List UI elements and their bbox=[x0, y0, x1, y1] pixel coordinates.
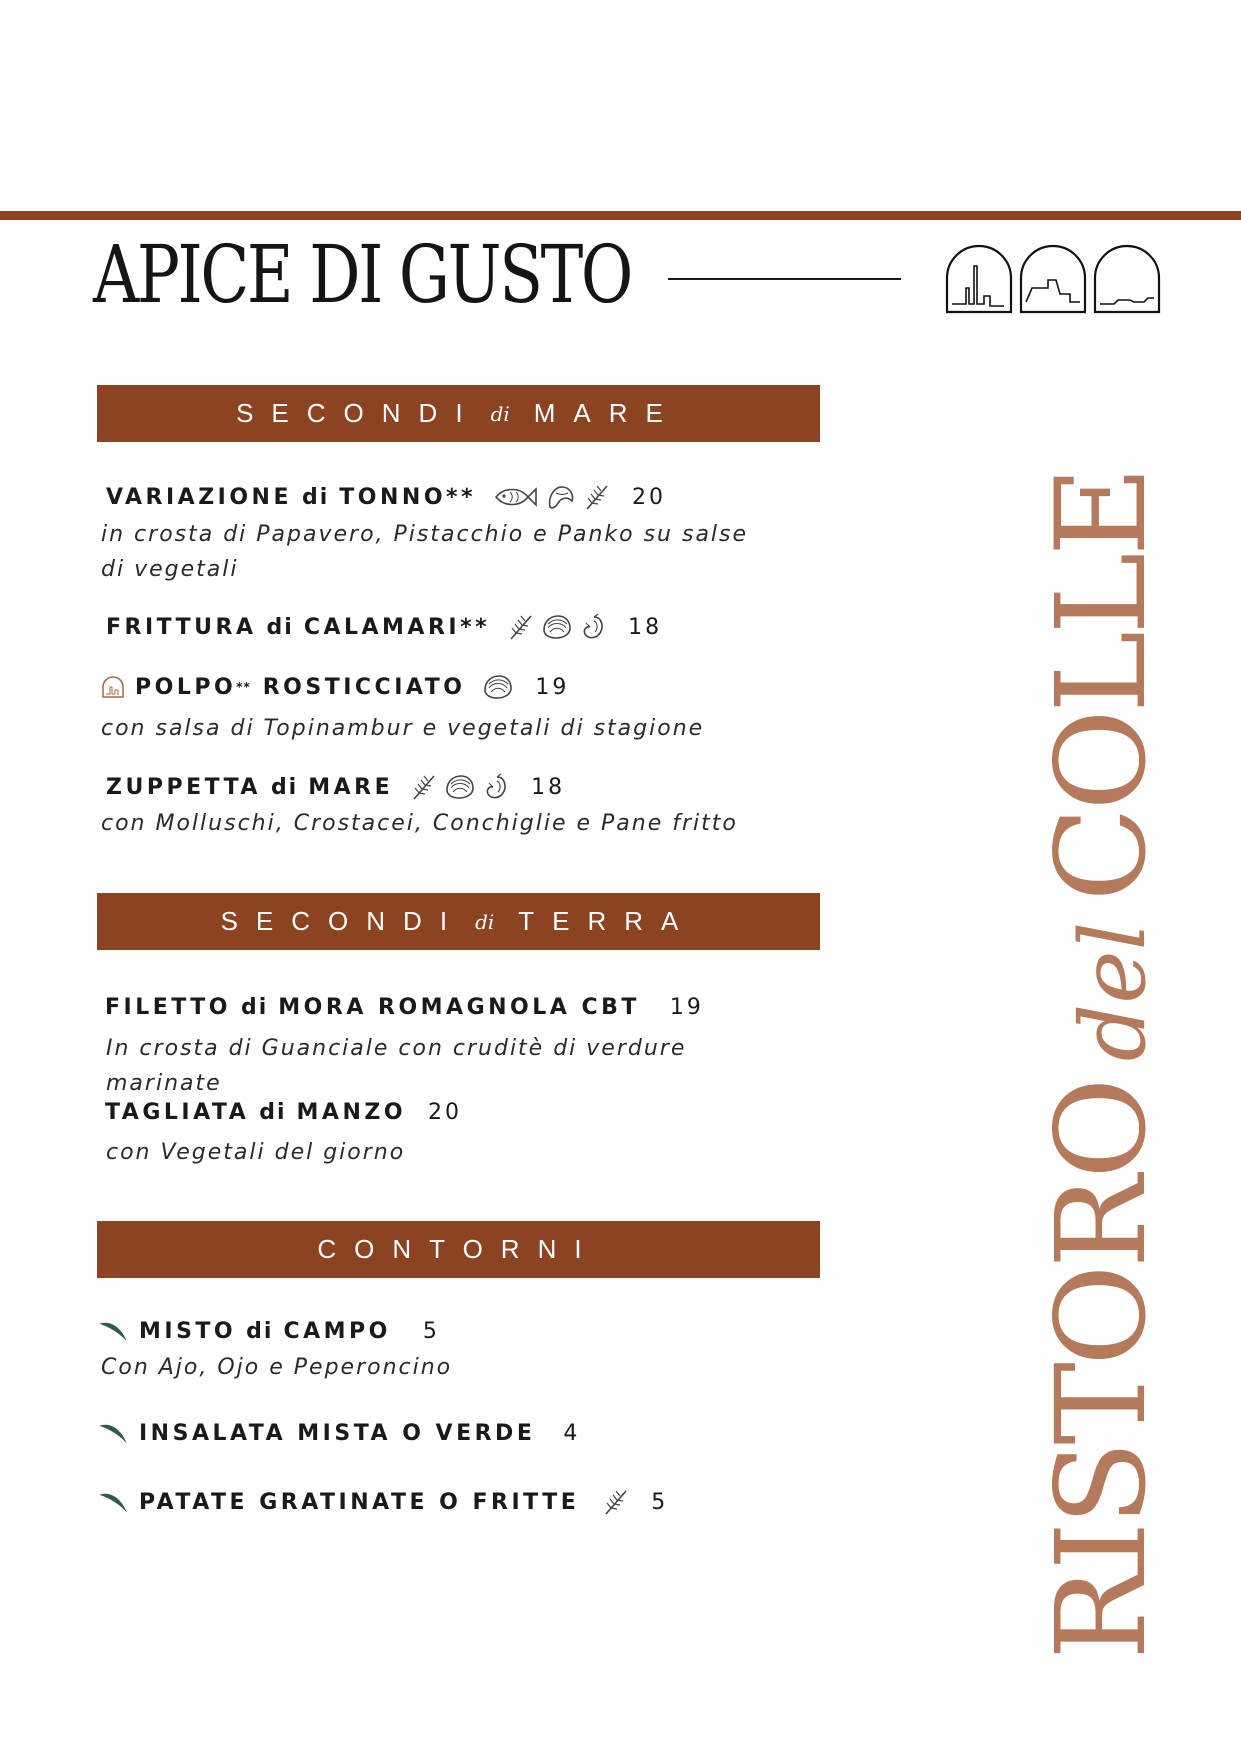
item-price: 19 bbox=[535, 674, 570, 700]
item-name: ZUPPETTA bbox=[106, 774, 261, 800]
menu-item-filetto-mora bbox=[105, 995, 704, 1020]
item-price: 4 bbox=[563, 1420, 581, 1446]
arches-logo-icon bbox=[944, 244, 1166, 314]
item-price: 20 bbox=[632, 484, 667, 510]
item-name: POLPO bbox=[135, 674, 237, 700]
item-description: con salsa di Topinambur e vegetali di stagione bbox=[101, 716, 705, 741]
fish-icon bbox=[494, 484, 538, 510]
item-price: 19 bbox=[669, 995, 704, 1020]
section-header-contorni bbox=[97, 1221, 820, 1278]
shrimp-icon bbox=[483, 773, 509, 801]
menu-item-zuppetta-mare bbox=[106, 773, 565, 801]
item-name-connector: di bbox=[270, 774, 299, 800]
section-label: TERRA bbox=[518, 906, 697, 936]
section-label: SECONDI bbox=[236, 398, 481, 428]
section-label: MARE bbox=[533, 398, 681, 428]
section-label: SECONDI bbox=[220, 906, 466, 936]
clam-icon bbox=[483, 674, 513, 700]
item-description: con Vegetali del giorno bbox=[106, 1140, 406, 1165]
shell-icon bbox=[546, 483, 576, 511]
menu-item-insalata bbox=[97, 1420, 580, 1446]
item-name: MISTO bbox=[139, 1318, 237, 1344]
section-header-secondi-mare bbox=[97, 385, 820, 442]
item-name-connector: di bbox=[246, 1318, 274, 1344]
menu-item-misto-campo bbox=[97, 1318, 440, 1344]
section-label: CONTORNI bbox=[317, 1234, 600, 1264]
brand-word: RISTORO bbox=[1030, 1081, 1174, 1660]
menu-item-tagliata-manzo bbox=[105, 1100, 462, 1125]
section-label-script: di bbox=[475, 909, 495, 934]
menu-item-variazione-tonno bbox=[106, 483, 666, 511]
wheat-icon bbox=[603, 1488, 629, 1516]
item-description: In crosta di Guanciale con cruditè di verdure marinate bbox=[106, 1036, 687, 1096]
item-name: INSALATA MISTA O VERDE bbox=[139, 1420, 536, 1446]
item-name: MORA ROMAGNOLA CBT bbox=[278, 995, 640, 1020]
item-price: 18 bbox=[628, 614, 663, 640]
item-name-asterisks: ** bbox=[236, 680, 251, 694]
clam-icon bbox=[542, 614, 572, 640]
shrimp-icon bbox=[580, 613, 606, 641]
wheat-icon bbox=[584, 483, 610, 511]
item-description: Con Ajo, Ojo e Peperoncino bbox=[101, 1355, 453, 1380]
title-divider bbox=[668, 278, 901, 280]
item-name: CAMPO bbox=[283, 1318, 391, 1344]
item-name-connector: di bbox=[240, 995, 269, 1020]
item-name: CALAMARI** bbox=[303, 614, 491, 640]
item-name: VARIAZIONE bbox=[106, 484, 292, 510]
item-price: 18 bbox=[531, 774, 566, 800]
item-name: MANZO bbox=[296, 1100, 407, 1125]
wheat-icon bbox=[508, 613, 534, 641]
item-name: TONNO** bbox=[339, 484, 477, 510]
item-name: FRITTURA bbox=[106, 614, 257, 640]
item-name: PATATE GRATINATE O FRITTE bbox=[139, 1489, 580, 1515]
arch-logo-icon bbox=[101, 675, 125, 699]
section-header-secondi-terra bbox=[97, 893, 820, 950]
item-name-connector: di bbox=[302, 484, 330, 510]
menu-item-patate bbox=[97, 1488, 668, 1516]
item-price: 5 bbox=[651, 1489, 669, 1515]
item-description: con Molluschi, Crostacei, Conchiglie e Pane fritto bbox=[101, 811, 738, 836]
item-price: 5 bbox=[422, 1318, 440, 1344]
item-price: 20 bbox=[428, 1100, 463, 1125]
brand-word: COLLE bbox=[1030, 469, 1174, 902]
side-brand-wordmark bbox=[1030, 469, 1174, 1660]
item-name-connector: di bbox=[259, 1100, 287, 1125]
section-label-script: di bbox=[490, 401, 510, 426]
leaf-icon bbox=[97, 1420, 129, 1446]
page-title: APICE DI GUSTO bbox=[93, 228, 631, 321]
top-accent-bar bbox=[0, 211, 1241, 220]
menu-item-polpo-rosticciato bbox=[101, 674, 569, 700]
leaf-icon bbox=[97, 1318, 129, 1344]
item-name: FILETTO bbox=[105, 995, 231, 1020]
item-description: in crosta di Papavero, Pistacchio e Panko su salse di vegetali bbox=[101, 522, 749, 582]
item-name-connector: di bbox=[266, 614, 294, 640]
item-name: MARE bbox=[308, 774, 394, 800]
wheat-icon bbox=[411, 773, 437, 801]
brand-script: del bbox=[1061, 921, 1166, 1062]
leaf-icon bbox=[97, 1489, 129, 1515]
clam-icon bbox=[445, 774, 475, 800]
item-name: TAGLIATA bbox=[105, 1100, 250, 1125]
menu-item-frittura-calamari bbox=[106, 613, 662, 641]
item-name: ROSTICCIATO bbox=[262, 674, 466, 700]
